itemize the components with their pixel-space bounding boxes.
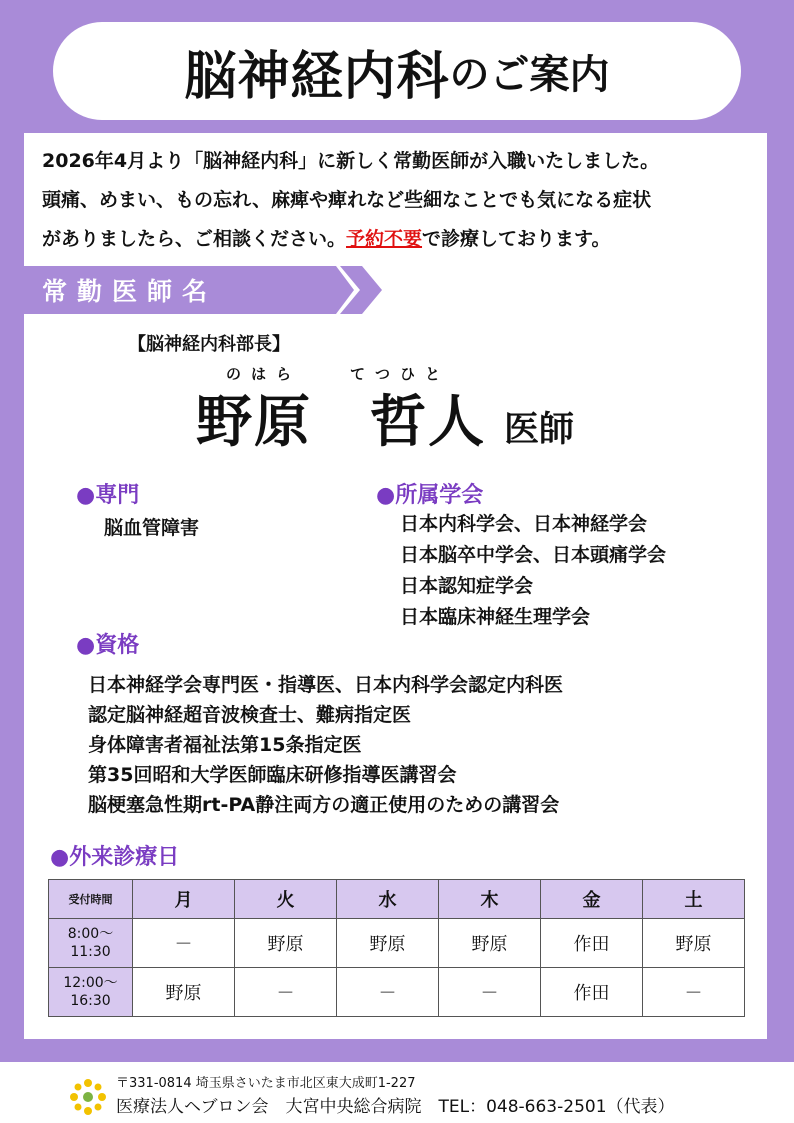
- table-row: [49, 919, 745, 968]
- table-cell: 野原: [643, 919, 745, 968]
- list-item: 日本臨床神経生理学会: [400, 606, 591, 628]
- doctor-title-suffix: 医師: [504, 410, 575, 450]
- list-item: 認定脳神経超音波検査士、難病指定医: [88, 704, 412, 726]
- intro-line-post: で診療しております。: [422, 228, 611, 250]
- list-item: 日本神経学会専門医・指導医、日本内科学会認定内科医: [88, 674, 564, 696]
- page-title-particle: のご案内: [449, 51, 610, 98]
- table-cell: 作田: [541, 919, 643, 968]
- specialty-list: [104, 513, 199, 544]
- list-item: 脳血管障害: [104, 517, 200, 539]
- day-header: 水: [337, 880, 439, 919]
- outpatient-schedule-table: [48, 879, 745, 1017]
- section-banner-label: 常勤医師名: [42, 277, 218, 306]
- table-header-row: [49, 880, 745, 919]
- reception-time-header: 受付時間: [49, 880, 133, 919]
- table-cell: 野原: [133, 968, 235, 1017]
- list-item: 日本脳卒中学会、日本頭痛学会: [400, 544, 667, 566]
- societies-heading: ●所属学会: [376, 483, 484, 508]
- table-row: [49, 968, 745, 1017]
- footer-organization: 医療法人ヘブロン会 大宮中央総合病院 TEL：048-663-2501（代表）: [116, 1097, 675, 1117]
- table-cell: 作田: [541, 968, 643, 1017]
- qualifications-heading: ●資格: [76, 633, 140, 658]
- list-item: 日本内科学会、日本神経学会: [400, 513, 648, 535]
- day-header: 土: [643, 880, 745, 919]
- department-title: 【脳神経内科部長】: [128, 334, 290, 355]
- specialty-heading: ●専門: [76, 483, 140, 508]
- societies-list: [400, 509, 666, 633]
- table-cell: －: [643, 968, 745, 1017]
- time-slot: 12:00～ 16:30: [49, 968, 133, 1017]
- intro-text: [42, 142, 762, 259]
- table-cell: －: [235, 968, 337, 1017]
- table-cell: －: [439, 968, 541, 1017]
- hospital-logo-icon: [68, 1077, 108, 1117]
- time-slot: 8:00～ 11:30: [49, 919, 133, 968]
- intro-line: 頭痛、めまい、もの忘れ、麻痺や痺れなど些細なことでも気になる症状: [42, 189, 652, 211]
- day-header: 金: [541, 880, 643, 919]
- list-item: 身体障害者福祉法第15条指定医: [88, 734, 362, 756]
- doctor-name: 野原 哲人: [196, 390, 486, 455]
- footer-address: 〒331-0814 埼玉県さいたま市北区東大成町1-227: [116, 1076, 416, 1091]
- page-title: 脳神経内科: [184, 46, 450, 107]
- list-item: 日本認知症学会: [400, 575, 534, 597]
- table-cell: 野原: [235, 919, 337, 968]
- intro-line-pre: がありましたら、ご相談ください。: [42, 228, 347, 250]
- list-item: 第35回昭和大学医師臨床研修指導医講習会: [88, 764, 457, 786]
- list-item: 脳梗塞急性期rt-PA静注両方の適正使用のための講習会: [88, 794, 560, 816]
- day-header: 月: [133, 880, 235, 919]
- intro-line: 2026年4月より「脳神経内科」に新しく常勤医師が入職いたしました。: [42, 150, 660, 172]
- qualifications-list: [88, 670, 563, 820]
- schedule-heading: ●外来診療日: [50, 845, 180, 870]
- table-cell: 野原: [439, 919, 541, 968]
- no-reservation-emphasis: 予約不要: [346, 228, 423, 250]
- table-cell: －: [133, 919, 235, 968]
- name-ruby-given: てつひと: [350, 365, 451, 383]
- title-banner: [53, 22, 741, 120]
- day-header: 木: [439, 880, 541, 919]
- day-header: 火: [235, 880, 337, 919]
- table-cell: －: [337, 968, 439, 1017]
- chevron-right-icon: [336, 266, 396, 314]
- intro-line: [42, 220, 762, 259]
- name-ruby-family: のはら: [226, 365, 302, 383]
- table-cell: 野原: [337, 919, 439, 968]
